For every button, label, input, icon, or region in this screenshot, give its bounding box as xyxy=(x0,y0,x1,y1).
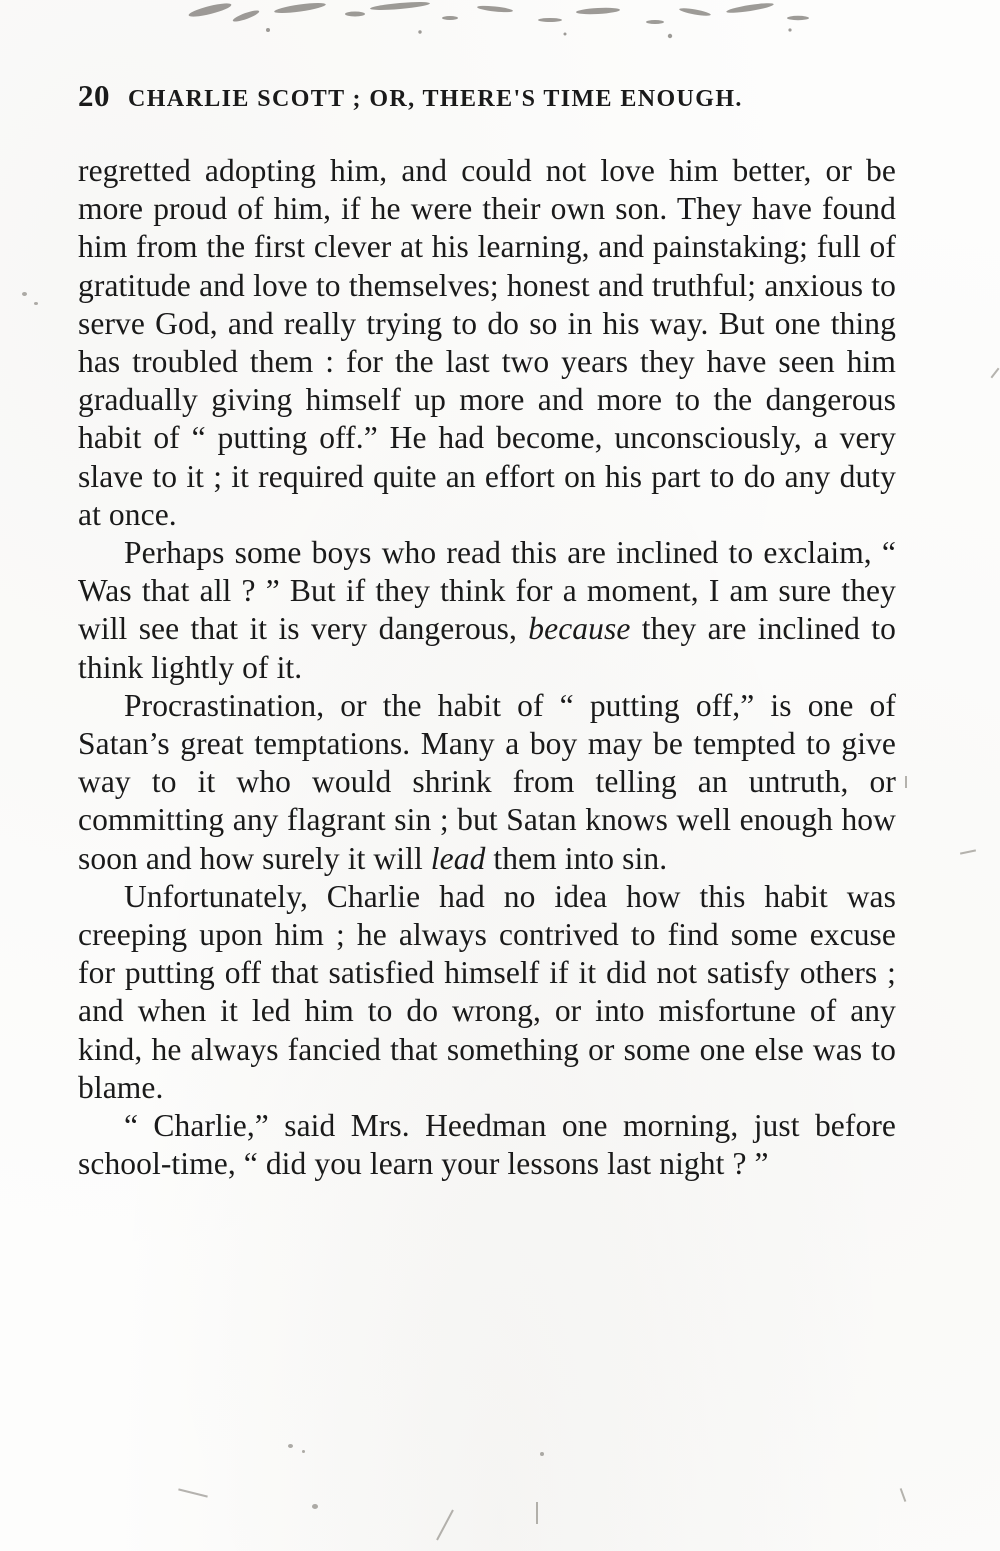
body-text xyxy=(78,152,896,1183)
running-head xyxy=(78,78,918,114)
page-speck xyxy=(34,302,38,305)
page-speck xyxy=(312,1504,318,1509)
running-head-title: CHARLIE SCOTT ; OR, THERE'S TIME ENOUGH. xyxy=(128,86,743,112)
page-mark xyxy=(536,1502,538,1524)
page-speck xyxy=(302,1450,305,1453)
page-mark xyxy=(960,849,976,854)
paragraph-4: Unfortunately, Charlie had no idea how this habit was creeping upon him ; he always contrived to find some excuse for putting off that satisfied himself if it did not satisfy others ; and when it led him to do wrong, or into misfortune of any kind, he always fancied that something or some one else was to blame. xyxy=(78,878,896,1105)
page-speck xyxy=(288,1444,293,1448)
emphasis: lead xyxy=(430,840,486,876)
page-mark xyxy=(905,776,907,788)
page-number: 20 xyxy=(78,78,110,113)
paragraph-5: “ Charlie,” said Mrs. Heedman one morning, just before school-time, “ did you learn your lessons last night ? ” xyxy=(78,1108,896,1182)
page-mark xyxy=(991,368,1000,379)
paragraph-2: Perhaps some boys who read this are inclined to exclaim, “ Was that all ? ” But if they think for a moment, I am sure they will see that it is very dangerous, because they are inclined to think lightly of it. xyxy=(78,535,896,685)
page-speck xyxy=(540,1452,544,1456)
page-speck xyxy=(22,292,27,296)
paragraph-1: regretted adopting him, and could not love him better, or be more proud of him, if he were their own son. They have found him from the first clever at his learning, and painstaking; full of gratitude and love to themselves; honest and truthful; anxious to serve God, and really trying to do so in his way. But one thing has troubled them : for the last two years they have seen him gradually giving himself up more and more to the dangerous habit of “ putting off.” He had become, unconsciously, a very slave to it ; it required quite an effort on his part to do any duty at once. xyxy=(78,153,896,532)
paragraph-3: Procrastination, or the habit of “ putting off,” is one of Satan’s great temptations. Many a boy may be tempted to give way to it who would shrink from telling an untruth, or committing any flagrant sin ; but Satan knows well enough how soon and how surely it will lead them into sin. xyxy=(78,687,896,876)
page-mark xyxy=(900,1488,907,1502)
emphasis: because xyxy=(528,611,631,647)
page-mark xyxy=(178,1488,208,1497)
page-mark xyxy=(436,1510,454,1541)
